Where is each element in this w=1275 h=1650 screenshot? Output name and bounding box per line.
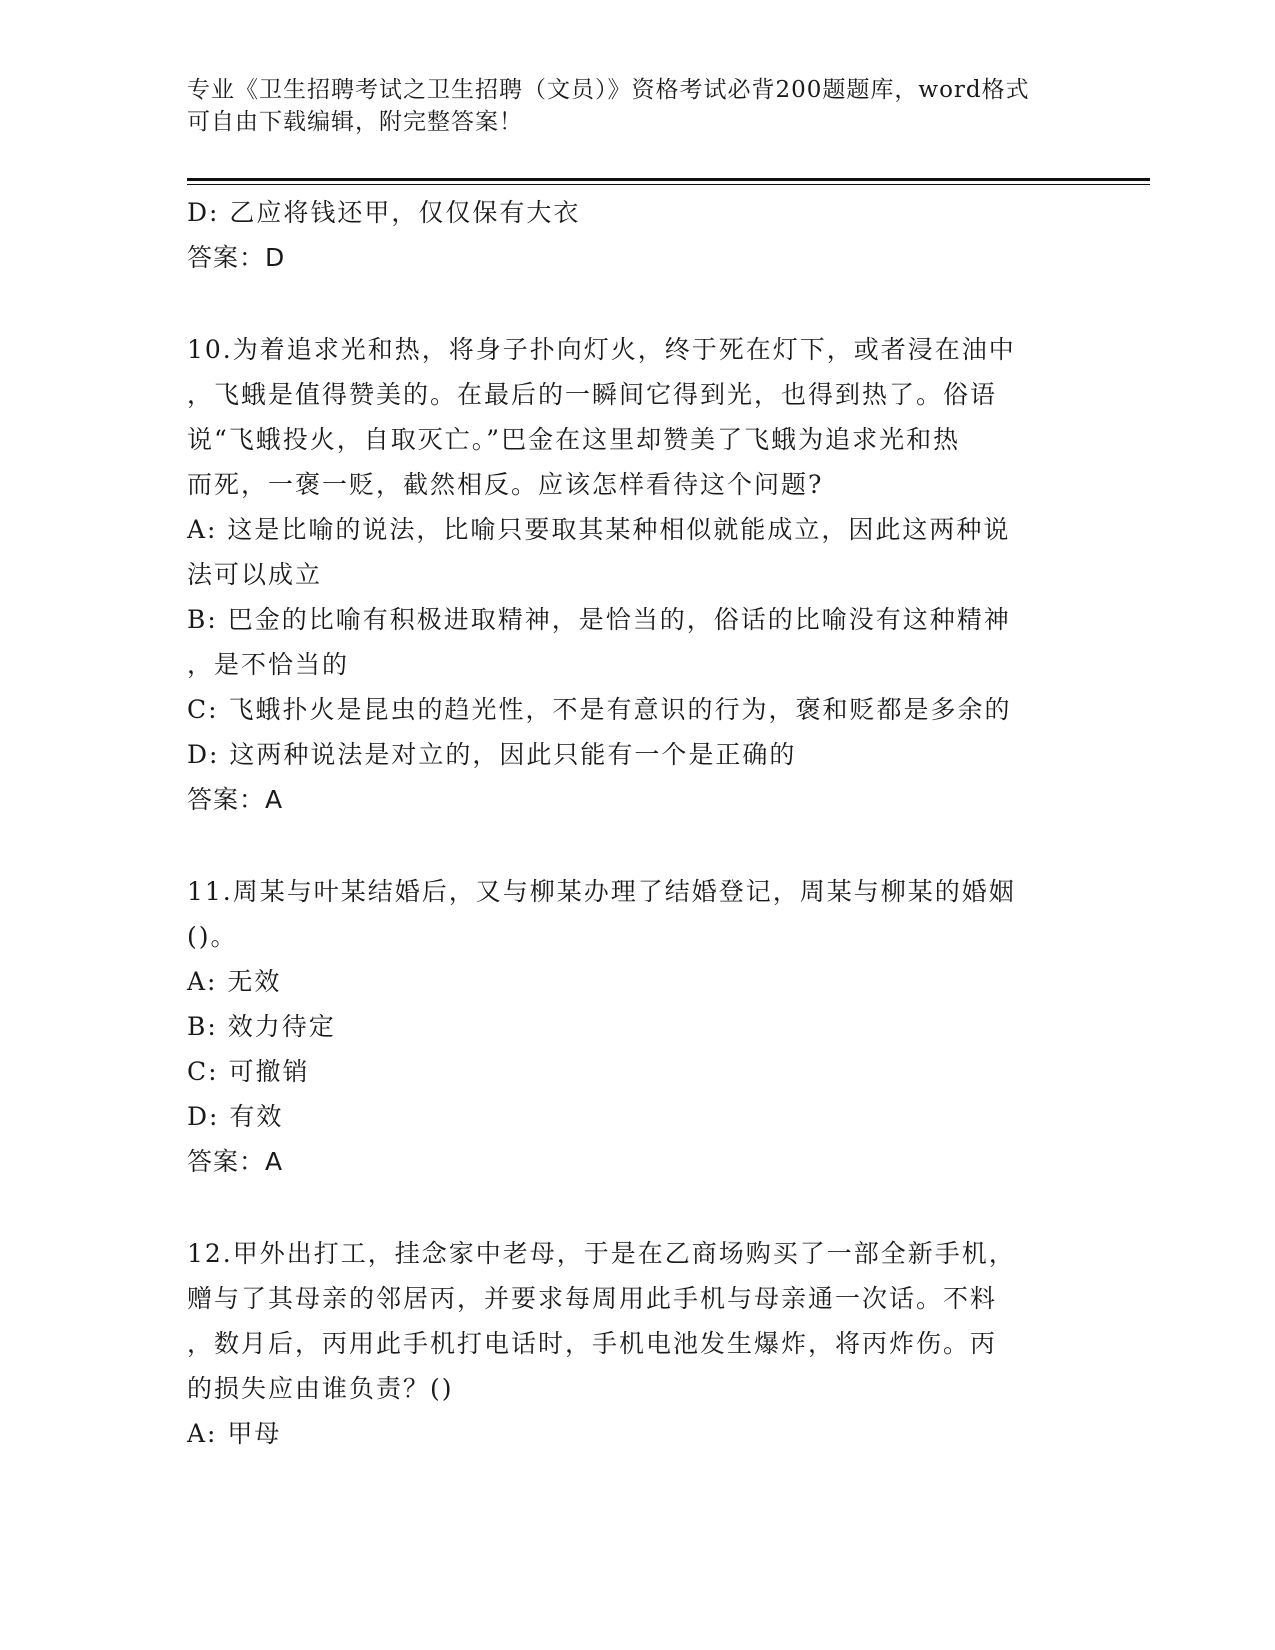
answer-line: 答案：A (187, 1147, 284, 1176)
question-text-line: ，飞蛾是值得赞美的。在最后的一瞬间它得到光，也得到热了。俗语 (187, 380, 998, 409)
spacer (187, 822, 1067, 869)
header-line-1: 专业《卫生招聘考试之卫生招聘（文员）》资格考试必背200题题库，word格式 (187, 77, 1030, 103)
question-text-line: 的损失应由谁负责？() (187, 1374, 454, 1403)
option-a: A: 无效 (187, 967, 282, 996)
question-text-line: ()。 (187, 922, 238, 951)
option-c: C: 可撤销 (187, 1057, 310, 1086)
option-d: D: 乙应将钱还甲，仅仅保有大衣 (187, 198, 581, 227)
question-text-line: 11.周某与叶某结婚后，又与柳某办理了结婚登记，周某与柳某的婚姻 (187, 877, 1016, 906)
spacer (187, 280, 1067, 327)
question-text-line: 说“飞蛾投火，自取灭亡。”巴金在这里却赞美了飞蛾为追求光和热 (187, 425, 961, 454)
header-line-2: 可自由下载编辑，附完整答案！ (187, 109, 523, 135)
option-b: B: 巴金的比喻有积极进取精神，是恰当的，俗话的比喻没有这种精神 (187, 605, 1011, 634)
option-b-continued: ，是不恰当的 (187, 650, 350, 679)
option-a: A: 甲母 (187, 1419, 282, 1448)
header-divider-thin (187, 184, 1150, 185)
question-10 (187, 327, 1067, 822)
spacer (187, 1184, 1067, 1231)
question-content (187, 190, 1067, 1456)
option-d: D: 有效 (187, 1102, 284, 1131)
question-text-line: 10.为着追求光和热，将身子扑向灯火，终于死在灯下，或者浸在油中 (187, 335, 1016, 364)
question-text-line: 而死，一褒一贬，截然相反。应该怎样看待这个问题? (187, 470, 824, 499)
question-text-line: ，数月后，丙用此手机打电话时，手机电池发生爆炸，将丙炸伤。丙 (187, 1329, 998, 1358)
header-divider-thick (187, 178, 1150, 181)
question-text-line: 12.甲外出打工，挂念家中老母，于是在乙商场购买了一部全新手机， (187, 1239, 1016, 1268)
option-d: D: 这两种说法是对立的，因此只能有一个是正确的 (187, 740, 797, 769)
option-a-continued: 法可以成立 (187, 560, 323, 589)
option-b: B: 效力待定 (187, 1012, 336, 1041)
question-12 (187, 1231, 1067, 1456)
answer-line: 答案：D (187, 243, 286, 272)
option-c: C: 飞蛾扑火是昆虫的趋光性，不是有意识的行为，褒和贬都是多余的 (187, 695, 1012, 724)
previous-question-tail (187, 190, 1067, 280)
question-text-line: 赠与了其母亲的邻居丙，并要求每周用此手机与母亲通一次话。不料 (187, 1284, 998, 1313)
question-11 (187, 869, 1067, 1184)
document-header (187, 74, 1067, 138)
answer-line: 答案：A (187, 785, 284, 814)
option-a: A: 这是比喻的说法，比喻只要取其某种相似就能成立，因此这两种说 (187, 515, 1011, 544)
